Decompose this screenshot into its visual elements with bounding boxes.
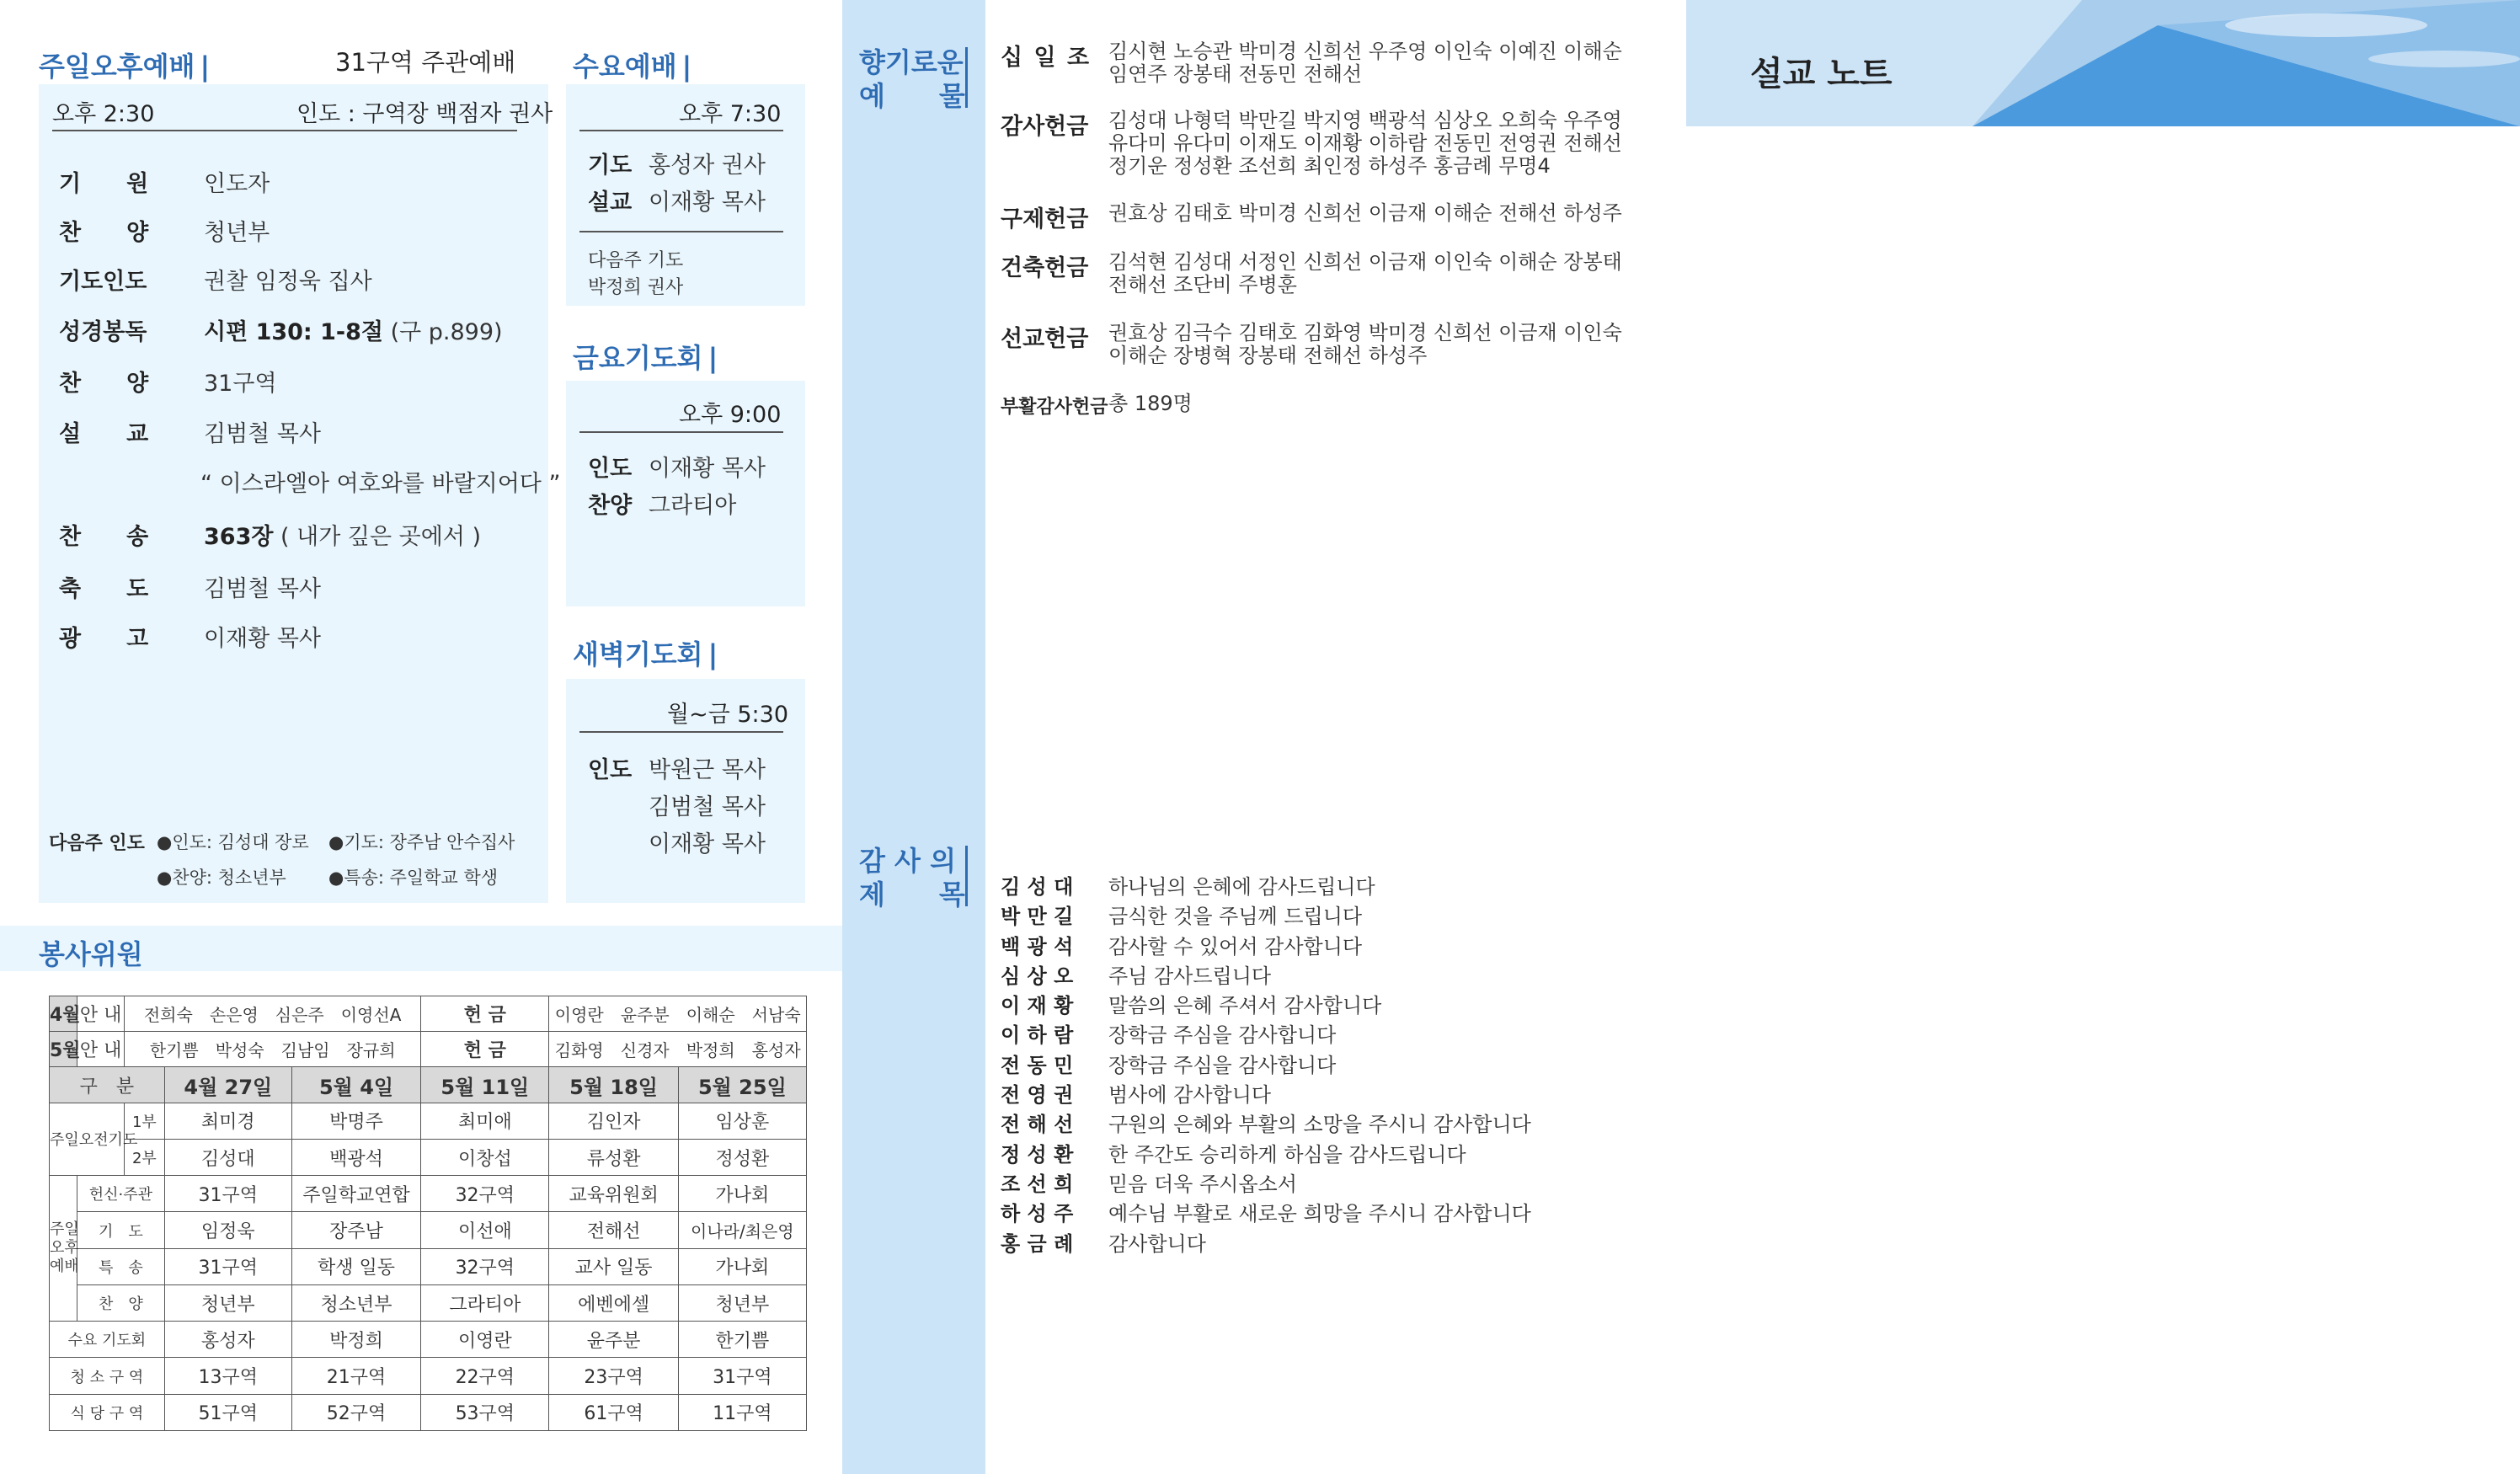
table-row [50, 1212, 807, 1248]
list-item: 백 광 석 감사할 수 있어서 감사합니다 [1001, 934, 1363, 959]
sunday-item-value: 권찰 임정욱 집사 [204, 269, 372, 295]
dawn-leader: 이재황 목사 [649, 831, 766, 857]
table-cell: 이나라/최은영 [678, 1212, 806, 1248]
table-cell: 주일학교연합 [291, 1176, 420, 1212]
list-item: 전 동 민 장학금 주심을 감사합니다 [1001, 1053, 1337, 1077]
table-cell: 가나회 [678, 1248, 806, 1284]
names-cell: 김화영 신경자 박정희 홍성자 [549, 1032, 807, 1067]
role-cell: 특 송 [77, 1248, 165, 1284]
divider [579, 731, 783, 733]
date-header: 5월 11일 [421, 1067, 549, 1103]
row-header: 주일 오후 예배 [50, 1176, 77, 1322]
list-item: 김 성 대 하나님의 은혜에 감사드립니다 [1001, 875, 1375, 899]
sunday-item-value: 김범철 목사 [204, 421, 321, 447]
table-cell: 백광석 [291, 1139, 420, 1175]
divider [579, 130, 783, 131]
sunday-item-label: 축 도 [59, 576, 149, 602]
table-cell: 교사 일동 [549, 1248, 678, 1284]
row-header: 주일오전기도 [50, 1103, 125, 1176]
table-cell: 홍성자 [164, 1322, 291, 1358]
date-header: 5월 18일 [549, 1067, 678, 1103]
table-row [50, 1139, 807, 1175]
role-cell: 헌 금 [421, 1032, 549, 1067]
sunday-item-value: 청년부 [204, 220, 270, 246]
thanks-section-title: 감 사 의 제 목 [859, 845, 965, 911]
notes-title: 설교 노트 [1750, 55, 1893, 93]
table-cell: 청소년부 [291, 1284, 420, 1321]
table-cell: 가나회 [678, 1176, 806, 1212]
table-row [50, 1248, 807, 1284]
table-cell: 13구역 [164, 1358, 291, 1394]
table-cell: 32구역 [421, 1248, 549, 1284]
wednesday-title: 수요예배 | [573, 51, 692, 83]
dawn-leader: 박원근 목사 [649, 757, 766, 783]
table-header-row [50, 1067, 807, 1103]
volunteers-title: 봉사위원 [39, 938, 143, 970]
sermon-title: “ 이스라엘아 여호와를 바랄지어다 ” [200, 471, 561, 497]
scripture-ref: 시편 130: 1-8절 [204, 319, 383, 345]
thanks-list [1001, 873, 1531, 1259]
table-cell: 임정욱 [164, 1212, 291, 1248]
sunday-item-value: 인도자 [204, 171, 270, 197]
offering-names: 총 189명 [1108, 392, 1193, 415]
sunday-item-value: 이재황 목사 [204, 626, 321, 652]
list-item: 이 하 람 장학금 주심을 감사합니다 [1001, 1023, 1337, 1048]
offering-names: 김시현 노승관 박미경 신희선 우주영 이인숙 이예진 이해순 임연주 장봉태 전동민 전해선 [1108, 40, 1622, 86]
table-cell: 32구역 [421, 1176, 549, 1212]
table-cell: 23구역 [549, 1358, 678, 1394]
sunday-item-value: 김범철 목사 [204, 576, 321, 602]
divider [579, 231, 783, 232]
table-cell: 최미경 [164, 1103, 291, 1139]
dawn-title: 새벽기도회 | [573, 638, 718, 670]
wednesday-next-label: 다음주 기도 [588, 250, 684, 271]
offering-label: 감사헌금 [1001, 114, 1089, 140]
row-header: 식 당 구 역 [50, 1394, 165, 1430]
offering-label: 구제헌금 [1001, 206, 1089, 232]
volunteer-table [49, 996, 807, 1431]
sunday-title: 주일오후예배 | [39, 51, 211, 83]
offering-label: 선교헌금 [1001, 326, 1089, 352]
table-cell: 31구역 [164, 1176, 291, 1212]
scripture-reading [204, 313, 503, 346]
table-cell: 53구역 [421, 1394, 549, 1430]
table-cell: 학생 일동 [291, 1248, 420, 1284]
names-cell: 이영란 윤주분 이해순 서남숙 [549, 996, 807, 1032]
part-cell: 2부 [125, 1139, 165, 1175]
sunday-item-label: 광 고 [59, 626, 149, 652]
table-cell: 이영란 [421, 1322, 549, 1358]
date-header: 4월 27일 [164, 1067, 291, 1103]
table-cell: 그라티아 [421, 1284, 549, 1321]
friday-row-value: 그라티아 [649, 493, 737, 519]
sunday-item-label: 찬 양 [59, 220, 149, 246]
sunday-leader: 인도 : 구역장 백점자 권사 [296, 101, 553, 127]
wednesday-row-value: 이재황 목사 [649, 190, 766, 216]
row-header: 청 소 구 역 [50, 1358, 165, 1394]
table-cell: 임상훈 [678, 1103, 806, 1139]
table-row [50, 996, 807, 1032]
sunday-time: 오후 2:30 [52, 101, 155, 127]
next-week-item: ●인도: 김성대 장로 [157, 832, 309, 852]
friday-title: 금요기도회 | [573, 342, 718, 374]
table-cell: 에벤에셀 [549, 1284, 678, 1321]
table-cell: 윤주분 [549, 1322, 678, 1358]
table-cell: 31구역 [164, 1248, 291, 1284]
sunday-item-label: 기 원 [59, 171, 149, 197]
offering-label: 십 일 조 [1001, 45, 1092, 71]
table-cell: 교육위원회 [549, 1176, 678, 1212]
table-cell: 장주남 [291, 1212, 420, 1248]
next-week-item: ●특송: 주일학교 학생 [328, 868, 499, 888]
dawn-time: 월~금 5:30 [667, 702, 789, 728]
table-cell: 김인자 [549, 1103, 678, 1139]
division-header: 구 분 [50, 1067, 165, 1103]
date-header: 5월 4일 [291, 1067, 420, 1103]
table-cell: 최미애 [421, 1103, 549, 1139]
sunday-item-label: 성경봉독 [59, 319, 147, 345]
table-row [50, 1103, 807, 1139]
role-cell: 헌신·주관 [77, 1176, 165, 1212]
sunday-item-label: 찬 양 [59, 371, 149, 397]
role-cell: 안 내 [77, 996, 125, 1032]
date-header: 5월 25일 [678, 1067, 806, 1103]
role-cell: 찬 양 [77, 1284, 165, 1321]
table-cell: 이선애 [421, 1212, 549, 1248]
table-cell: 박명주 [291, 1103, 420, 1139]
table-cell: 11구역 [678, 1394, 806, 1430]
list-item: 하 성 주 예수님 부활로 새로운 희망을 주시니 감사합니다 [1001, 1202, 1531, 1226]
table-row [50, 1322, 807, 1358]
hymn-number: 363장 [204, 524, 274, 550]
list-item: 전 영 권 범사에 감사합니다 [1001, 1083, 1272, 1108]
sunday-item-label: 기도인도 [59, 269, 147, 295]
next-week-item: ●기도: 장주남 안수집사 [328, 832, 515, 852]
offering-names: 김석현 김성대 서정인 신희선 이금재 이인숙 이해순 장봉태 전해선 조단비 주병훈 [1108, 250, 1622, 296]
table-cell: 한기쁨 [678, 1322, 806, 1358]
list-item: 박 만 길 금식한 것을 주님께 드립니다 [1001, 905, 1363, 929]
sunday-item-value: 31구역 [204, 371, 277, 397]
list-item: 조 선 희 믿음 더욱 주시옵소서 [1001, 1172, 1297, 1196]
part-cell: 1부 [125, 1103, 165, 1139]
wednesday-row-value: 홍성자 권사 [649, 152, 766, 179]
next-week-item: ●찬양: 청소년부 [157, 868, 286, 888]
table-cell: 이창섭 [421, 1139, 549, 1175]
offerings-section-title: 향기로운 예 물 [859, 46, 965, 112]
sunday-item-label: 설 교 [59, 421, 149, 447]
offering-names: 김성대 나형덕 박만길 박지영 백광석 심상오 오희숙 우주영 유다미 유다미 이재도 이재황 이하람 전동민 전영권 전해선 정기운 정성환 조선희 최인정 하성주 홍금례 무명4 [1108, 109, 1622, 178]
table-cell: 박정희 [291, 1322, 420, 1358]
friday-row-value: 이재황 목사 [649, 456, 766, 482]
table-row [50, 1284, 807, 1321]
offering-names: 권효상 김태호 박미경 신희선 이금재 이해순 전해선 하성주 [1108, 201, 1622, 225]
scripture-page: (구 p.899) [390, 319, 503, 345]
table-cell: 전해선 [549, 1212, 678, 1248]
notes-header [1686, 0, 2520, 126]
table-cell: 류성환 [549, 1139, 678, 1175]
wednesday-row-label: 기도 [588, 152, 633, 179]
friday-row-label: 인도 [588, 456, 633, 482]
table-cell: 청년부 [164, 1284, 291, 1321]
offering-names: 권효상 김극수 김태호 김화영 박미경 신희선 이금재 이인숙 이해순 장병혁 장봉태 전해선 하성주 [1108, 321, 1622, 367]
list-item: 전 해 선 구원의 은혜와 부활의 소망을 주시니 감사합니다 [1001, 1113, 1531, 1137]
month-cell: 5월 [50, 1032, 77, 1067]
divider [52, 130, 517, 131]
friday-time: 오후 9:00 [679, 402, 782, 428]
role-cell: 안 내 [77, 1032, 125, 1067]
hymn [204, 518, 481, 551]
wednesday-next-value: 박정희 권사 [588, 277, 684, 298]
list-item: 이 재 황 말씀의 은혜 주셔서 감사합니다 [1001, 994, 1382, 1018]
section-band [842, 0, 985, 1474]
table-cell: 청년부 [678, 1284, 806, 1321]
table-row [50, 1358, 807, 1394]
wednesday-time: 오후 7:30 [679, 101, 782, 127]
next-week-label: 다음주 인도 [49, 833, 145, 854]
offering-label: 부활감사헌금 [1001, 397, 1108, 418]
list-item: 홍 금 례 감사합니다 [1001, 1231, 1206, 1256]
table-cell: 김성대 [164, 1139, 291, 1175]
table-row [50, 1176, 807, 1212]
month-cell: 4월 [50, 996, 77, 1032]
role-cell: 헌 금 [421, 996, 549, 1032]
section-bar [965, 846, 968, 906]
table-cell: 51구역 [164, 1394, 291, 1430]
dawn-label: 인도 [588, 757, 633, 783]
friday-row-label: 찬양 [588, 493, 633, 519]
names-cell: 전희숙 손은영 심은주 이영선A [125, 996, 421, 1032]
role-cell: 기 도 [77, 1212, 165, 1248]
wednesday-row-label: 설교 [588, 190, 633, 216]
table-cell: 61구역 [549, 1394, 678, 1430]
sunday-item-label: 찬 송 [59, 524, 149, 550]
dawn-leader: 김범철 목사 [649, 794, 766, 820]
table-cell: 52구역 [291, 1394, 420, 1430]
list-item: 심 상 오 주님 감사드립니다 [1001, 964, 1272, 988]
table-cell: 31구역 [678, 1358, 806, 1394]
sunday-subtitle: 31구역 주관예배 [335, 48, 516, 77]
hymn-title: ( 내가 깊은 곳에서 ) [280, 524, 482, 550]
names-cell: 한기쁨 박성숙 김남임 장규희 [125, 1032, 421, 1067]
list-item: 정 성 환 한 주간도 승리하게 하심을 감사드립니다 [1001, 1142, 1466, 1167]
table-cell: 21구역 [291, 1358, 420, 1394]
table-cell: 22구역 [421, 1358, 549, 1394]
table-row [50, 1394, 807, 1430]
divider [579, 431, 783, 433]
table-row [50, 1032, 807, 1067]
section-bar [965, 47, 968, 108]
offering-label: 건축헌금 [1001, 255, 1089, 281]
row-header: 수요 기도회 [50, 1322, 165, 1358]
table-cell: 정성환 [678, 1139, 806, 1175]
